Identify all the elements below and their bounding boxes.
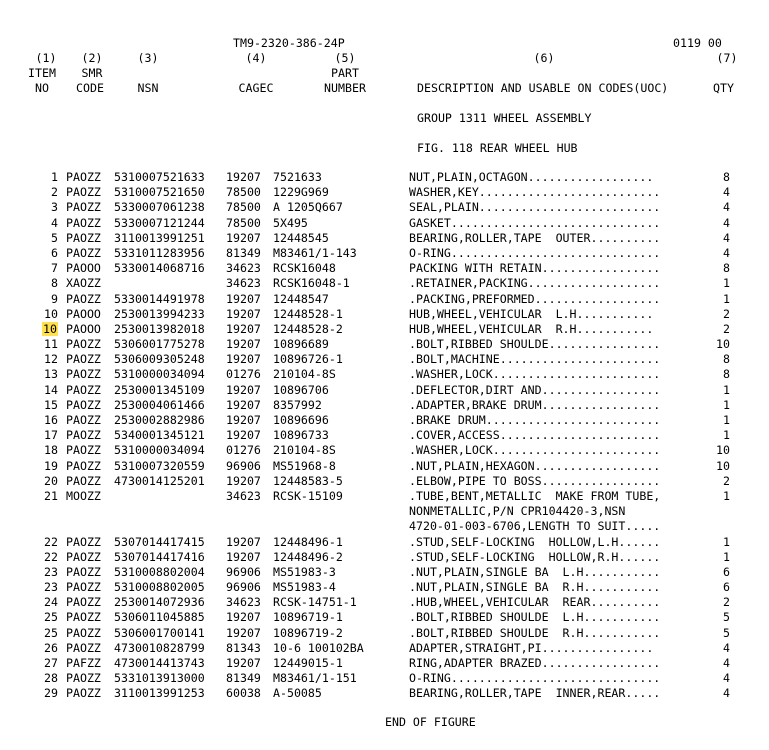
part-number: 12448496-1 <box>273 534 343 549</box>
part-number: 7521633 <box>273 170 322 184</box>
item-number: 29 <box>44 686 58 701</box>
description: .HUB,WHEEL,VEHICULAR REAR.......... <box>409 595 661 610</box>
description: .BOLT,RIBBED SHOULDE L.H........... <box>409 610 661 625</box>
table-row <box>0 307 769 322</box>
item-number: 12 <box>44 352 58 367</box>
description: .ADAPTER,BRAKE DRUM................. <box>409 397 661 412</box>
nsn: 5330014491978 <box>114 291 205 306</box>
part-number: M83461/1-151 <box>273 671 357 686</box>
quantity: 1 <box>723 534 730 549</box>
nsn: 3110013991251 <box>114 230 205 245</box>
cage-code: 19207 <box>226 397 261 412</box>
table-row <box>0 231 769 246</box>
cage-code: 34623 <box>226 488 261 503</box>
nsn: 5306011045885 <box>114 610 205 625</box>
table-row <box>0 474 769 489</box>
quantity: 10 <box>716 443 730 458</box>
nsn: 5310007320559 <box>114 458 205 473</box>
table-row <box>0 443 769 458</box>
table-row <box>0 610 769 625</box>
cage-code: 19207 <box>226 230 261 245</box>
smr-code: PAOZZ <box>66 337 101 352</box>
description: .BOLT,RIBBED SHOULDE R.H........... <box>409 625 661 640</box>
quantity: 4 <box>723 185 730 200</box>
description: O-RING.............................. <box>409 671 661 686</box>
item-number: 20 <box>44 473 58 488</box>
item-number: 7 <box>51 261 58 276</box>
nsn: 5331013913000 <box>114 671 205 686</box>
description: 4720-01-003-6706,LENGTH TO SUIT..... <box>409 519 661 534</box>
table-row <box>0 185 769 200</box>
col-num-qty: (7) <box>716 51 738 65</box>
item-number: 17 <box>44 428 58 443</box>
part-number: RCSK-15109 <box>273 488 343 503</box>
part-number: 10896719-2 <box>273 625 343 640</box>
parts-list <box>0 170 769 702</box>
cage-code: 19207 <box>226 610 261 625</box>
item-number: 1 <box>51 170 58 184</box>
quantity: 4 <box>723 671 730 686</box>
item-number: 24 <box>44 595 58 610</box>
part-number: RCSK16048 <box>273 261 336 276</box>
label-smr: SMR <box>81 66 103 80</box>
part-number: 10896719-1 <box>273 610 343 625</box>
item-number: 5 <box>51 230 58 245</box>
cage-code: 19207 <box>226 473 261 488</box>
description: .RETAINER,PACKING................... <box>409 276 661 291</box>
cage-code: 19207 <box>226 170 261 184</box>
item-number: 26 <box>44 640 58 655</box>
quantity: 2 <box>723 595 730 610</box>
nsn: 5310008802005 <box>114 580 205 595</box>
part-number: 12448528-1 <box>273 306 343 321</box>
table-row <box>0 367 769 382</box>
nsn: 4730014125201 <box>114 473 205 488</box>
table-row <box>0 519 769 534</box>
quantity: 2 <box>723 306 730 321</box>
smr-code: PAOZZ <box>66 200 101 215</box>
item-number: 6 <box>51 245 58 260</box>
cage-code: 19207 <box>226 534 261 549</box>
cage-code: 81349 <box>226 245 261 260</box>
table-row <box>0 246 769 261</box>
item-number: 25 <box>44 610 58 625</box>
smr-code: PAOZZ <box>66 215 101 230</box>
description: .BOLT,RIBBED SHOULDE................ <box>409 337 661 352</box>
table-row <box>0 656 769 671</box>
smr-code: PAOZZ <box>66 671 101 686</box>
label-no: NO <box>35 81 49 95</box>
table-row <box>0 261 769 276</box>
cage-code: 34623 <box>226 261 261 276</box>
part-number: 10896696 <box>273 413 329 427</box>
smr-code: XAOZZ <box>66 276 101 291</box>
nsn: 5307014417416 <box>114 549 205 564</box>
part-number: 12449015-1 <box>273 656 343 670</box>
smr-code: PAOZZ <box>66 640 101 655</box>
item-number: 28 <box>44 671 58 686</box>
quantity: 8 <box>723 367 730 382</box>
smr-code: PAOZZ <box>66 473 101 488</box>
description: HUB,WHEEL,VEHICULAR L.H........... <box>409 306 654 321</box>
smr-code: PAOZZ <box>66 367 101 382</box>
item-number: 22 <box>44 534 58 549</box>
part-number: 210104-8S <box>273 367 336 382</box>
quantity: 2 <box>723 321 730 336</box>
smr-code: PAOZZ <box>66 595 101 610</box>
quantity: 1 <box>723 382 730 397</box>
quantity: 10 <box>716 458 730 473</box>
quantity: 1 <box>723 428 730 443</box>
nsn: 5330007061238 <box>114 200 205 215</box>
nsn: 5310000034094 <box>114 367 205 382</box>
col-num-cagec: (4) <box>245 51 267 65</box>
item-number: 14 <box>44 382 58 397</box>
item-number: 18 <box>44 443 58 458</box>
quantity: 1 <box>723 276 730 291</box>
table-row <box>0 170 769 185</box>
description: .NUT,PLAIN,SINGLE BA R.H........... <box>409 580 661 595</box>
smr-code: PAOZZ <box>66 291 101 306</box>
cage-code: 19207 <box>226 625 261 640</box>
item-number: 23 <box>44 564 58 579</box>
table-row <box>0 626 769 641</box>
description: WASHER,KEY.......................... <box>409 185 661 200</box>
description: .COVER,ACCESS....................... <box>409 428 661 443</box>
nsn: 3110013991253 <box>114 686 205 701</box>
label-item: ITEM <box>28 66 56 80</box>
quantity: 8 <box>723 261 730 276</box>
nsn: 5310008802004 <box>114 564 205 579</box>
table-row <box>0 565 769 580</box>
quantity: 1 <box>723 413 730 427</box>
description: .PACKING,PREFORMED.................. <box>409 291 661 306</box>
table-row <box>0 535 769 550</box>
part-number: 12448547 <box>273 291 329 306</box>
nsn: 4730014413743 <box>114 656 205 670</box>
smr-code: PAOZZ <box>66 534 101 549</box>
item-number: 22 <box>44 549 58 564</box>
smr-code: PAOOO <box>66 321 101 336</box>
nsn: 5340001345121 <box>114 428 205 443</box>
col-num-item: (1) <box>35 51 57 65</box>
item-number: 19 <box>44 458 58 473</box>
description: .STUD,SELF-LOCKING HOLLOW,L.H...... <box>409 534 661 549</box>
smr-code: PAOZZ <box>66 428 101 443</box>
smr-code: PAOZZ <box>66 549 101 564</box>
quantity: 4 <box>723 245 730 260</box>
nsn: 5330014068716 <box>114 261 205 276</box>
end-of-figure: END OF FIGURE <box>385 715 476 729</box>
smr-code: PAOZZ <box>66 230 101 245</box>
table-row <box>0 276 769 291</box>
nsn: 2530014072936 <box>114 595 205 610</box>
label-description: DESCRIPTION AND USABLE ON CODES(UOC) <box>417 81 669 95</box>
quantity: 4 <box>723 200 730 215</box>
table-row <box>0 428 769 443</box>
cage-code: 81349 <box>226 671 261 686</box>
quantity: 4 <box>723 686 730 701</box>
item-number: 2 <box>51 185 58 200</box>
smr-code: PAOZZ <box>66 580 101 595</box>
part-number: RCSK16048-1 <box>273 276 350 291</box>
cage-code: 19207 <box>226 352 261 367</box>
item-number: 21 <box>44 488 58 503</box>
label-part: PART <box>331 66 359 80</box>
description: O-RING.............................. <box>409 245 661 260</box>
description: .BRAKE DRUM......................... <box>409 413 661 427</box>
col-num-nsn: (3) <box>137 51 159 65</box>
part-number: A 1205Q667 <box>273 200 343 215</box>
cage-code: 34623 <box>226 276 261 291</box>
quantity: 4 <box>723 215 730 230</box>
nsn: 5330007121244 <box>114 215 205 230</box>
nsn: 5306001775278 <box>114 337 205 352</box>
cage-code: 34623 <box>226 595 261 610</box>
description: BEARING,ROLLER,TAPE OUTER.......... <box>409 230 661 245</box>
table-row <box>0 595 769 610</box>
nsn: 4730010828799 <box>114 640 205 655</box>
nsn: 2530013982018 <box>114 321 205 336</box>
group-title: GROUP 1311 WHEEL ASSEMBLY <box>417 111 592 125</box>
item-number: 11 <box>44 337 58 352</box>
description: SEAL,PLAIN.......................... <box>409 200 661 215</box>
cage-code: 96906 <box>226 458 261 473</box>
smr-code: PAOZZ <box>66 610 101 625</box>
table-row <box>0 322 769 337</box>
cage-code: 96906 <box>226 564 261 579</box>
quantity: 1 <box>723 291 730 306</box>
item-number: 8 <box>51 276 58 291</box>
smr-code: PAOOO <box>66 261 101 276</box>
part-number: 10896706 <box>273 382 329 397</box>
quantity: 1 <box>723 549 730 564</box>
nsn: 5310007521650 <box>114 185 205 200</box>
part-number: MS51983-4 <box>273 580 336 595</box>
cage-code: 19207 <box>226 428 261 443</box>
part-number: 10896689 <box>273 337 329 352</box>
smr-code: PAOOO <box>66 306 101 321</box>
part-number: 8357992 <box>273 397 322 412</box>
quantity: 4 <box>723 640 730 655</box>
page-reference: 0119 00 <box>673 36 722 50</box>
part-number: 1229G969 <box>273 185 329 200</box>
description: .DEFLECTOR,DIRT AND................. <box>409 382 661 397</box>
col-num-part: (5) <box>334 51 356 65</box>
part-number: 10896733 <box>273 428 329 443</box>
label-number: NUMBER <box>324 81 366 95</box>
smr-code: PAOZZ <box>66 443 101 458</box>
nsn: 2530004061466 <box>114 397 205 412</box>
quantity: 8 <box>723 352 730 367</box>
description: .TUBE,BENT,METALLIC MAKE FROM TUBE, <box>409 488 661 503</box>
item-number: 3 <box>51 200 58 215</box>
table-row <box>0 337 769 352</box>
table-row <box>0 671 769 686</box>
cage-code: 19207 <box>226 337 261 352</box>
cage-code: 19207 <box>226 306 261 321</box>
quantity: 6 <box>723 580 730 595</box>
part-number: M83461/1-143 <box>273 245 357 260</box>
smr-code: PAOZZ <box>66 245 101 260</box>
document-id: TM9-2320-386-24P <box>233 36 345 50</box>
table-row <box>0 413 769 428</box>
table-row <box>0 216 769 231</box>
smr-code: PAOZZ <box>66 625 101 640</box>
col-num-smr: (2) <box>81 51 103 65</box>
part-number: 12448496-2 <box>273 549 343 564</box>
label-cagec: CAGEC <box>238 81 274 95</box>
nsn: 2530001345109 <box>114 382 205 397</box>
part-number: 5X495 <box>273 215 308 230</box>
table-row <box>0 504 769 519</box>
col-num-desc: (6) <box>533 51 555 65</box>
cage-code: 78500 <box>226 185 261 200</box>
quantity: 8 <box>723 170 730 184</box>
part-number: RCSK-14751-1 <box>273 595 357 610</box>
smr-code: MOOZZ <box>66 488 101 503</box>
part-number: 12448583-5 <box>273 473 343 488</box>
cage-code: 19207 <box>226 321 261 336</box>
quantity: 1 <box>723 397 730 412</box>
description: .ELBOW,PIPE TO BOSS................. <box>409 473 661 488</box>
description: PACKING WITH RETAIN................. <box>409 261 661 276</box>
part-number: A-50085 <box>273 686 322 701</box>
table-row <box>0 200 769 215</box>
smr-code: PAOZZ <box>66 397 101 412</box>
nsn: 5307014417415 <box>114 534 205 549</box>
description: .WASHER,LOCK........................ <box>409 443 661 458</box>
cage-code: 19207 <box>226 291 261 306</box>
description: BEARING,ROLLER,TAPE INNER,REAR..... <box>409 686 661 701</box>
smr-code: PAOZZ <box>66 352 101 367</box>
item-number: 27 <box>44 656 58 670</box>
label-qty: QTY <box>713 81 734 95</box>
description: .NUT,PLAIN,HEXAGON.................. <box>409 458 661 473</box>
description: .WASHER,LOCK........................ <box>409 367 661 382</box>
smr-code: PAOZZ <box>66 185 101 200</box>
nsn: 5310000034094 <box>114 443 205 458</box>
cage-code: 19207 <box>226 656 261 670</box>
cage-code: 19207 <box>226 413 261 427</box>
cage-code: 19207 <box>226 382 261 397</box>
nsn: 2530002882986 <box>114 413 205 427</box>
quantity: 2 <box>723 473 730 488</box>
description: GASKET.............................. <box>409 215 661 230</box>
smr-code: PAOZZ <box>66 458 101 473</box>
quantity: 4 <box>723 656 730 670</box>
cage-code: 78500 <box>226 200 261 215</box>
item-number: 4 <box>51 215 58 230</box>
table-row <box>0 686 769 701</box>
label-nsn: NSN <box>137 81 159 95</box>
table-row <box>0 459 769 474</box>
part-number: 10-6 100102BA <box>273 640 364 655</box>
description: HUB,WHEEL,VEHICULAR R.H........... <box>409 321 654 336</box>
description: .BOLT,MACHINE....................... <box>409 352 661 367</box>
smr-code: PAOZZ <box>66 170 101 184</box>
description: NUT,PLAIN,OCTAGON.................. <box>409 170 654 184</box>
quantity: 10 <box>716 337 730 352</box>
table-row <box>0 352 769 367</box>
part-number: 12448528-2 <box>273 321 343 336</box>
nsn: 5310007521633 <box>114 170 205 184</box>
cage-code: 60038 <box>226 686 261 701</box>
item-number: 25 <box>44 625 58 640</box>
part-number: MS51983-3 <box>273 564 336 579</box>
table-row <box>0 641 769 656</box>
smr-code: PAOZZ <box>66 686 101 701</box>
item-number: 16 <box>44 413 58 427</box>
cage-code: 01276 <box>226 367 261 382</box>
description: ADAPTER,STRAIGHT,PI................ <box>409 640 654 655</box>
smr-code: PAFZZ <box>66 656 101 670</box>
quantity: 5 <box>723 625 730 640</box>
nsn: 5306001700141 <box>114 625 205 640</box>
item-number: 13 <box>44 367 58 382</box>
part-number: 210104-8S <box>273 443 336 458</box>
item-number: 9 <box>51 291 58 306</box>
table-row <box>0 398 769 413</box>
highlighted-item-number: 10 <box>43 321 57 336</box>
nsn: 5306009305248 <box>114 352 205 367</box>
table-row <box>0 383 769 398</box>
quantity: 6 <box>723 564 730 579</box>
cage-code: 81343 <box>226 640 261 655</box>
quantity: 4 <box>723 230 730 245</box>
part-number: 10896726-1 <box>273 352 343 367</box>
item-number: 23 <box>44 580 58 595</box>
figure-title: FIG. 118 REAR WHEEL HUB <box>417 141 578 155</box>
item-number: 10 <box>44 306 58 321</box>
label-code: CODE <box>76 81 104 95</box>
item-number: 15 <box>44 397 58 412</box>
nsn: 2530013994233 <box>114 306 205 321</box>
table-row <box>0 550 769 565</box>
cage-code: 01276 <box>226 443 261 458</box>
description: .STUD,SELF-LOCKING HOLLOW,R.H...... <box>409 549 661 564</box>
description: RING,ADAPTER BRAZED................. <box>409 656 661 670</box>
nsn: 5331011283956 <box>114 245 205 260</box>
description: NONMETALLIC,P/N CPR104420-3,NSN <box>409 504 626 519</box>
table-row <box>0 580 769 595</box>
smr-code: PAOZZ <box>66 413 101 427</box>
smr-code: PAOZZ <box>66 564 101 579</box>
table-row <box>0 292 769 307</box>
item-number <box>18 322 58 337</box>
table-row <box>0 489 769 504</box>
quantity: 5 <box>723 610 730 625</box>
quantity: 1 <box>723 488 730 503</box>
description: .NUT,PLAIN,SINGLE BA L.H........... <box>409 564 661 579</box>
part-number: 12448545 <box>273 230 329 245</box>
smr-code: PAOZZ <box>66 382 101 397</box>
cage-code: 78500 <box>226 215 261 230</box>
cage-code: 96906 <box>226 580 261 595</box>
part-number: MS51968-8 <box>273 458 336 473</box>
cage-code: 19207 <box>226 549 261 564</box>
